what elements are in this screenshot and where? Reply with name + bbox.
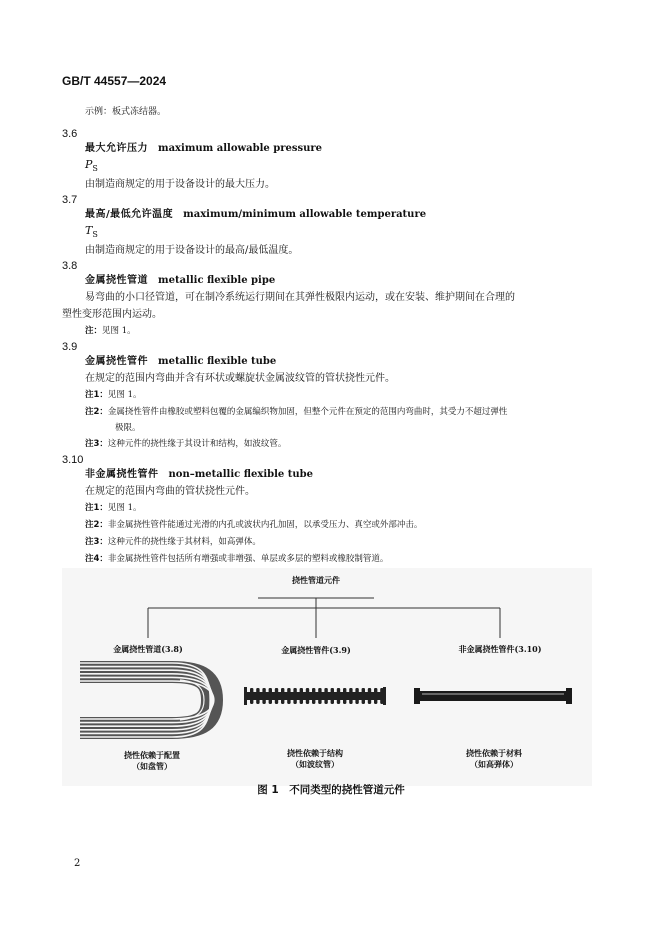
term-definition: 由制造商规定的用于设备设计的最高/最低温度。 — [85, 245, 299, 257]
note: 注3：这种元件的挠性缘于其材料，如高弹体。 — [85, 537, 261, 548]
figure-description: （如波纹管） — [291, 759, 339, 769]
term-zh: 最高/最低允许温度 — [85, 209, 174, 221]
corrugated-tube-illustration — [244, 687, 386, 705]
standard-code: GB/T 44557—2024 — [62, 74, 167, 88]
corrugation-ridge — [256, 688, 259, 704]
note-continued: 极限。 — [115, 423, 141, 434]
term-zh: 金属挠性管件 — [85, 356, 148, 368]
term-definition-continued: 塑性变形范围内运动。 — [62, 309, 162, 321]
corrugation-ridge — [362, 688, 365, 704]
term-zh: 非金属挠性管件 — [85, 469, 159, 481]
corrugation-ridge — [281, 688, 284, 704]
corrugation-ridge — [349, 688, 352, 704]
figure-branch-label: 金属挠性管道(3.8) — [113, 644, 183, 654]
figure-branch-label: 非金属挠性管件(3.10) — [458, 644, 542, 654]
note: 注3：这种元件的挠性缘于其设计和结构，如波纹管。 — [85, 439, 287, 450]
term-en: non–metallic flexible tube — [168, 469, 313, 481]
term-number: 3.6 — [62, 128, 78, 140]
term-title — [62, 207, 592, 223]
corrugation-ridge — [337, 688, 340, 704]
corrugation-ridge — [343, 688, 346, 704]
figure-description: （如盘管） — [132, 761, 172, 771]
term-en: metallic flexible pipe — [158, 275, 276, 287]
term-definition: 在规定的范围内弯曲的管状挠性元件。 — [85, 486, 255, 498]
note: 注2：非金属挠性管件能通过光滑的内孔或波状内孔加固，以承受压力、真空或外部冲击。 — [85, 520, 423, 531]
corrugation-ridge — [287, 688, 290, 704]
corrugation-ridge — [318, 688, 321, 704]
figure-branch-label: 金属挠性管件(3.9) — [281, 645, 351, 655]
corrugation-ridge — [368, 688, 371, 704]
figure-caption: 图 1 不同类型的挠性管道元件 — [257, 784, 405, 796]
term-en: metallic flexible tube — [158, 356, 277, 368]
corrugation-ridge — [262, 688, 265, 704]
note: 注4：非金属挠性管件包括所有增强或非增强、单层或多层的塑料或橡胶制管道。 — [85, 554, 389, 565]
corrugation-ridge — [312, 688, 315, 704]
term-definition: 易弯曲的小口径管道，可在制冷系统运行期间在其弹性极限内运动，或在安装、维护期间在合理的 — [85, 292, 515, 304]
term-symbol: $T_S$ — [85, 224, 98, 240]
term-zh: 最大允许压力 — [85, 143, 148, 154]
term-number: 3.10 — [62, 454, 84, 467]
corrugation-ridge — [300, 688, 303, 704]
figure-description: 挠性依赖于结构 — [287, 748, 343, 758]
term-zh: 金属挠性管道 — [85, 275, 148, 287]
document-body — [62, 104, 592, 568]
term-en: maximum allowable pressure — [158, 143, 322, 154]
term-title — [62, 354, 592, 370]
example-text: 示例：板式冻结器。 — [85, 107, 167, 117]
corrugation-ridge — [374, 688, 377, 704]
corrugation-ridge — [275, 688, 278, 704]
term-title — [62, 467, 592, 483]
figure-description: （如高弹体） — [470, 759, 518, 769]
corrugation-ridge — [331, 688, 334, 704]
term-number: 3.9 — [62, 341, 78, 354]
term-number: 3.8 — [62, 260, 78, 273]
corrugation-ridge — [269, 688, 272, 704]
corrugation-ridge — [355, 688, 358, 704]
term-number: 3.7 — [62, 194, 78, 207]
note: 注1：见图 1。 — [85, 503, 142, 514]
term-definition: 由制造商规定的用于设备设计的最大压力。 — [85, 179, 275, 191]
note: 注：见图 1。 — [85, 326, 136, 337]
corrugation-ridge — [324, 688, 327, 704]
term-title — [62, 273, 592, 289]
term-en: maximum/minimum allowable temperature — [183, 209, 427, 221]
figure-root-label: 挠性管道元件 — [292, 575, 340, 585]
note: 注1：见图 1。 — [85, 390, 142, 401]
figure-description: 挠性依赖于配置 — [124, 750, 180, 760]
term-definition: 在规定的范围内弯曲并含有环状或螺旋状金属波纹管的管状挠性元件。 — [85, 373, 395, 385]
corrugation-ridge — [306, 688, 309, 704]
figure-description: 挠性依赖于材料 — [466, 748, 522, 758]
term-symbol: $P_S$ — [85, 158, 98, 174]
term-title — [62, 141, 592, 157]
corrugation-ridge — [293, 688, 296, 704]
corrugation-ridge — [250, 688, 253, 704]
note: 注2：金属挠性管件由橡胶或塑料包覆的金属编织物加固，但整个元件在预定的范围内弯曲时，其受力不超过弹性 — [85, 407, 508, 418]
figure-1 — [62, 568, 592, 786]
page-number: 2 — [74, 858, 81, 869]
